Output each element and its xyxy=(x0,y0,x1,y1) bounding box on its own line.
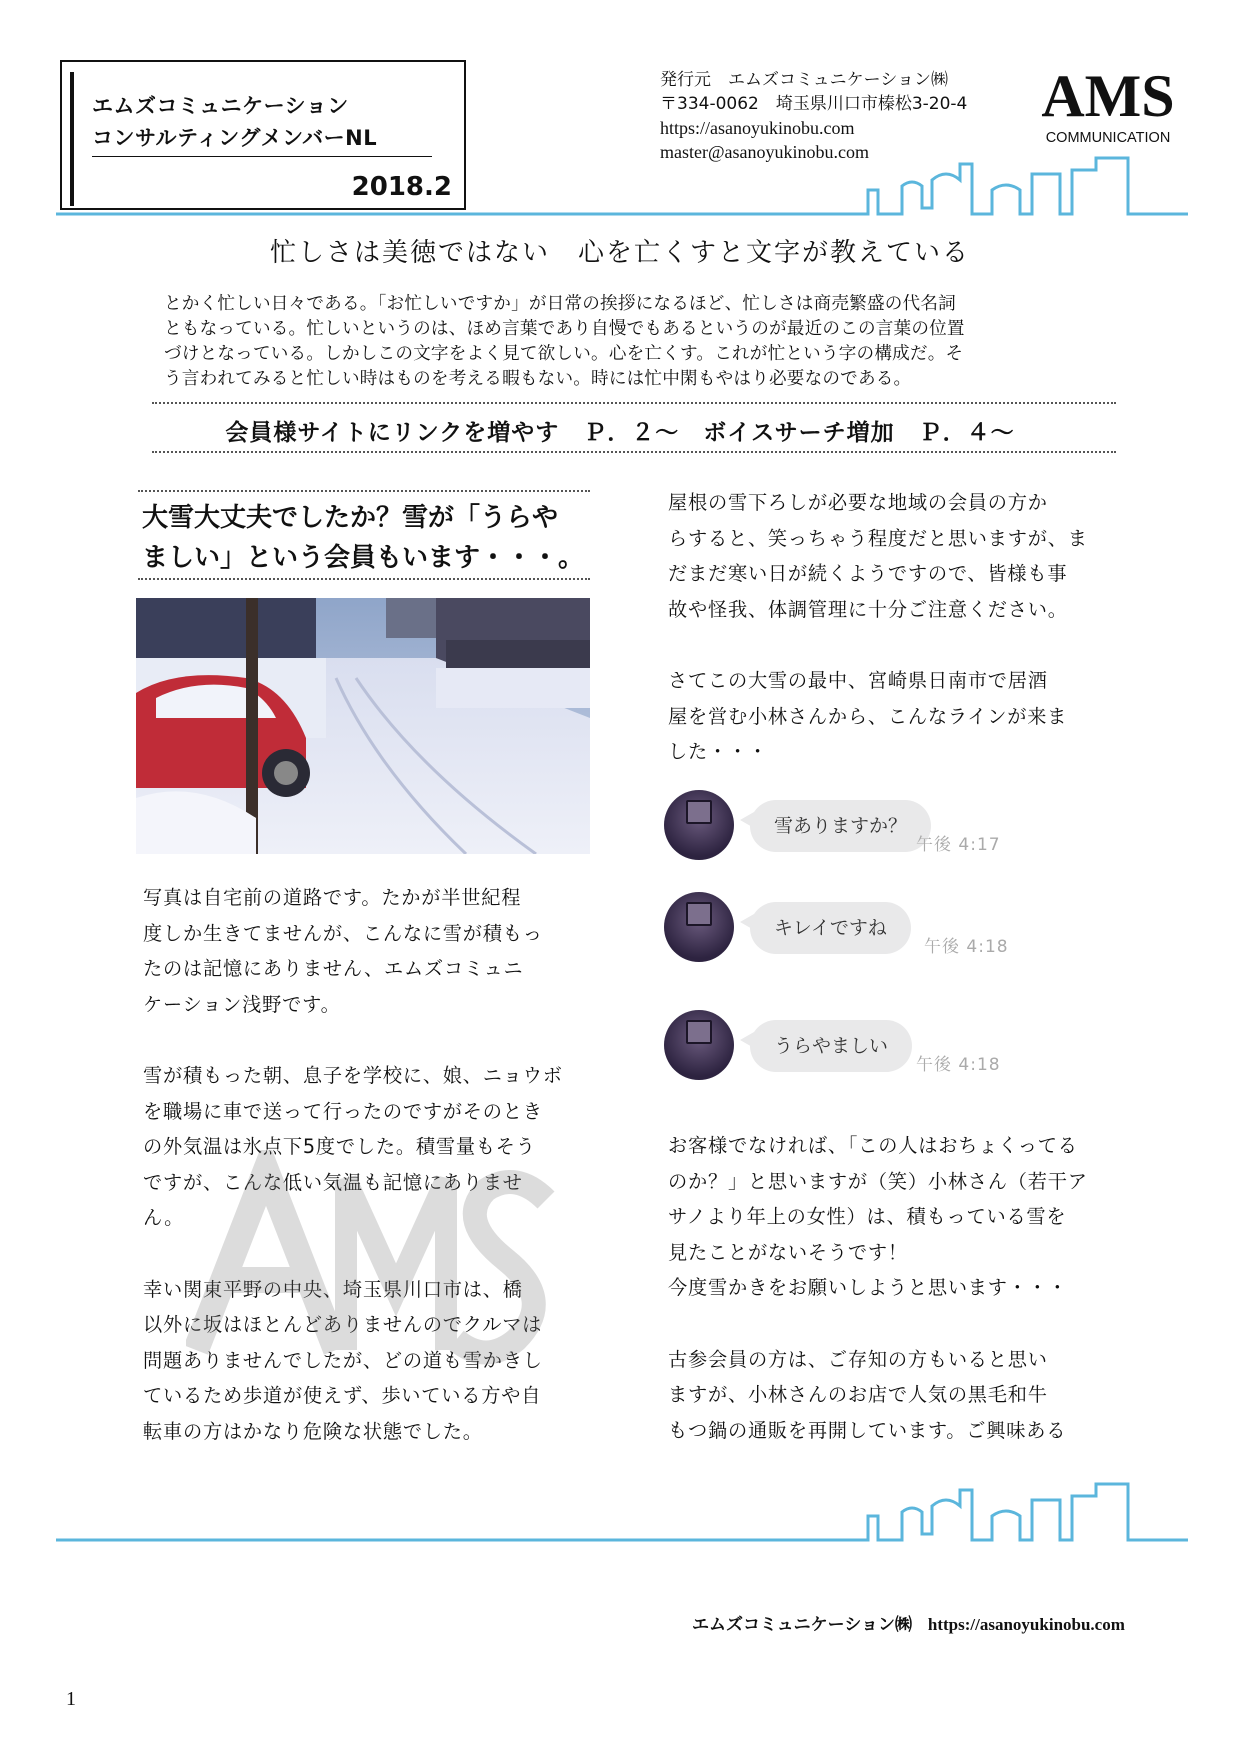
text-line: もつ鍋の通販を再開しています。ご興味ある xyxy=(668,1418,1067,1442)
paragraph xyxy=(143,880,583,1022)
intro-line: とかく忙しい日々である。「お忙しいですか」が日常の挨拶になるほど、忙しさは商売繁盛の代名詞 xyxy=(164,294,956,314)
text-line: 見たことがないそうです！ xyxy=(668,1240,908,1264)
article-heading-line: 大雪大丈夫でしたか？雪が「うらや xyxy=(142,503,559,533)
text-line: さてこの大雪の最中、宮崎県日南市で居酒 xyxy=(668,668,1048,692)
chat-message xyxy=(664,892,1044,972)
intro-line: づけとなっている。しかしこの文字をよく見て欲しい。心を亡くす。これが忙という字の構成だ。そ xyxy=(164,344,964,364)
avatar xyxy=(664,1010,734,1080)
issue-date: 2018.2 xyxy=(351,172,452,202)
text-line: だまだ寒い日が続くようですので、皆様も事 xyxy=(668,562,1068,586)
chat-message xyxy=(664,790,1044,870)
text-line: 転車の方はかなり危険な状態でした。 xyxy=(143,1419,483,1443)
text-line: らすると、笑っちゃう程度だと思いますが、ま xyxy=(668,526,1088,550)
text-line: 故や怪我、体調管理に十分ご注意ください。 xyxy=(668,597,1068,621)
chat-timestamp: 午後 4:18 xyxy=(924,937,1009,957)
text-line: 以外に坂はほとんどありませんのでクルマは xyxy=(143,1313,543,1337)
publisher-url[interactable]: https://asanoyukinobu.com xyxy=(660,118,855,138)
text-line: ん。 xyxy=(143,1206,185,1230)
page-number: 1 xyxy=(66,1688,76,1710)
avatar xyxy=(664,892,734,962)
newsletter-title-line1: エムズコミュニケーション xyxy=(92,94,349,118)
chat-message xyxy=(664,1010,1044,1090)
skyline-divider-top xyxy=(56,150,1188,226)
text-line: ケーション浅野です。 xyxy=(143,992,341,1016)
paragraph xyxy=(668,1342,1108,1449)
article-heading-line: ましい」という会員もいます・・・。 xyxy=(142,543,585,573)
ams-communication-logo xyxy=(1028,62,1188,148)
text-line: 屋根の雪下ろしが必要な地域の会員の方か xyxy=(668,491,1048,514)
newsletter-title-line2: コンサルティングメンバーNL xyxy=(92,122,432,157)
avatar-window-shape xyxy=(686,1020,712,1044)
text-line: 幸い関東平野の中央、埼玉県川口市は、橋 xyxy=(143,1277,523,1301)
ams-watermark-logo xyxy=(186,1150,556,1390)
skyline-divider-bottom xyxy=(56,1476,1188,1552)
chat-bubble: キレイですね xyxy=(750,902,911,954)
text-line: サノより年上の女性）は、積もっている雪を xyxy=(668,1205,1067,1229)
paragraph xyxy=(668,485,1108,627)
intro-paragraph xyxy=(164,292,1110,392)
paragraph xyxy=(668,663,1108,770)
text-line: たのは記憶にありません、エムズコミュニ xyxy=(143,957,524,981)
text-line: 雪が積もった朝、息子を学校に、娘、ニョウボ xyxy=(143,1063,563,1087)
page-footer xyxy=(692,1610,1125,1635)
text-line: 写真は自宅前の道路です。たかが半世紀程 xyxy=(143,886,522,909)
contents-line: 会員様サイトにリンクを増やす Ｐ．２～ ボイスサーチ増加 Ｐ．４～ xyxy=(225,420,1015,446)
dotted-divider xyxy=(152,451,1116,453)
text-line: お客様でなければ、「この人はおちょくってる xyxy=(668,1134,1078,1157)
main-headline: 忙しさは美徳ではない 心を亡くすと文字が教えている xyxy=(269,238,970,268)
publisher-address: 〒334-0062 埼玉県川口市榛松3-20-4 xyxy=(660,94,968,114)
article-heading xyxy=(142,498,592,578)
text-line: 問題ありませんでしたが、どの道も雪かきし xyxy=(143,1348,543,1372)
logo-mark: AMS xyxy=(1041,63,1175,129)
dotted-divider xyxy=(138,578,590,580)
skyline-path xyxy=(56,1484,1188,1540)
text-line: の外気温は氷点下5度でした。積雪量もそう xyxy=(143,1135,536,1159)
snowy-street-photo xyxy=(136,598,590,854)
text-line: 今度雪かきをお願いしようと思います・・・ xyxy=(668,1276,1068,1300)
text-line: のか？」と思いますが（笑）小林さん（若干ア xyxy=(668,1169,1088,1193)
text-line: ですが、こんな低い気温も記憶にありませ xyxy=(143,1170,523,1194)
avatar-window-shape xyxy=(686,902,712,926)
footer-company: エムズコミュニケーション㈱ xyxy=(692,1615,912,1635)
avatar xyxy=(664,790,734,860)
right-column-text-bottom xyxy=(668,1128,1108,1484)
text-line: 度しか生きてませんが、こんなに雪が積もっ xyxy=(143,921,543,945)
paragraph xyxy=(668,1128,1108,1306)
right-column-text-top xyxy=(668,485,1108,805)
footer-url[interactable]: https://asanoyukinobu.com xyxy=(927,1615,1125,1634)
text-line: ているため歩道が使えず、歩いている方や自 xyxy=(143,1384,542,1408)
chat-timestamp: 午後 4:17 xyxy=(916,835,1001,855)
intro-line: ともなっている。忙しいというのは、ほめ言葉であり自慢でもあるというのが最近のこの言葉の位置 xyxy=(164,319,965,339)
chat-timestamp: 午後 4:18 xyxy=(916,1055,1001,1075)
text-line: 古参会員の方は、ご存知の方もいると思い xyxy=(668,1347,1048,1371)
chat-bubble: 雪ありますか？ xyxy=(750,800,931,852)
publisher-name: 発行元 エムズコミュニケーション㈱ xyxy=(660,70,948,90)
text-line: を職場に車で送って行ったのですがそのとき xyxy=(143,1099,543,1123)
chat-bubble: うらやましい xyxy=(750,1020,912,1072)
skyline-path xyxy=(56,158,1188,214)
intro-line: う言われてみると忙しい時はものを考える暇もない。時には忙中閑もやはり必要なのである。 xyxy=(164,369,912,389)
text-line: ますが、小林さんのお店で人気の黒毛和牛 xyxy=(668,1383,1048,1407)
avatar-window-shape xyxy=(686,800,712,824)
text-line: した・・・ xyxy=(668,740,768,764)
logo-text: COMMUNICATION xyxy=(1045,130,1171,146)
dotted-divider xyxy=(152,402,1116,404)
publisher-email[interactable]: master@asanoyukinobu.com xyxy=(660,142,870,162)
dotted-divider xyxy=(138,490,590,492)
text-line: 屋を営む小林さんから、こんなラインが来ま xyxy=(668,704,1068,728)
